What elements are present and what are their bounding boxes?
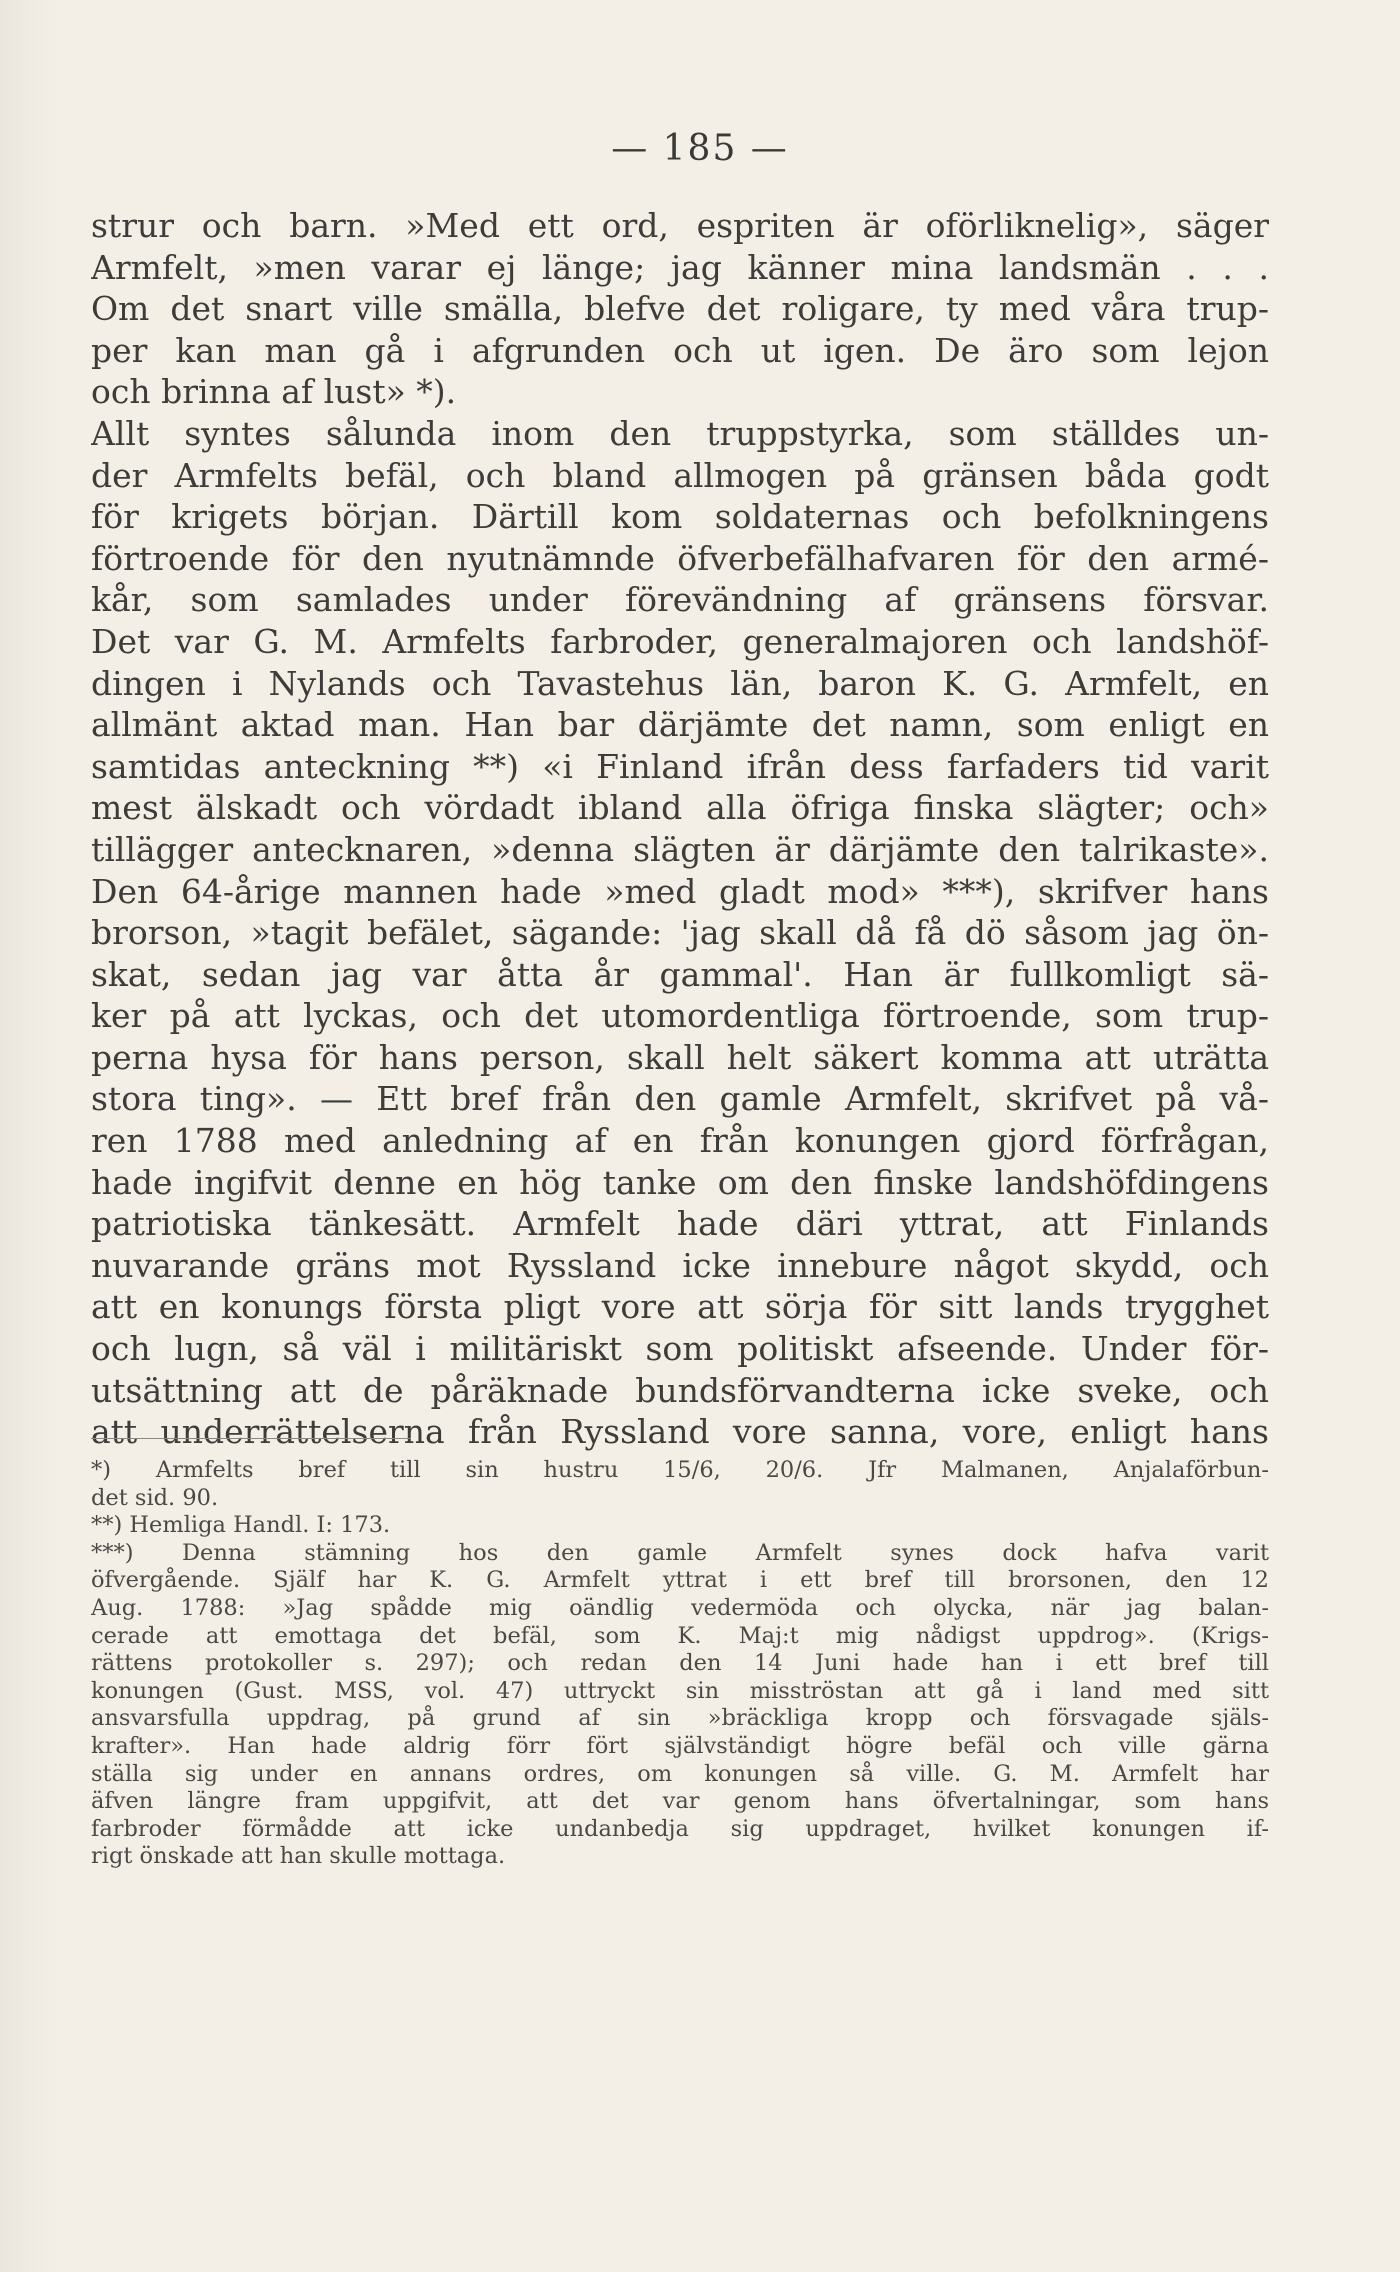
body-line: ker på att lyckas, och det utomordentliga förtroende, som trup- bbox=[91, 996, 1269, 1036]
body-text bbox=[91, 205, 1269, 1453]
footnote-line: öfvergående. Själf har K. G. Armfelt yttrat i ett bref till brorsonen, den 12 bbox=[91, 1567, 1269, 1594]
footnote-line: farbroder förmådde att icke undanbedja sig uppdraget, hvilket konungen if- bbox=[91, 1815, 1269, 1842]
body-line: hade ingifvit denne en hög tanke om den finske landshöfdingens bbox=[91, 1162, 1269, 1202]
footnote-line: konungen (Gust. MSS, vol. 47) uttryckt sin misströstan att gå i land med sitt bbox=[91, 1677, 1269, 1704]
body-line: att en konungs första pligt vore att sörja för sitt lands trygghet bbox=[91, 1287, 1269, 1327]
body-line: ren 1788 med anledning af en från konungen gjord förfrågan, bbox=[91, 1121, 1269, 1161]
footnote-line: äfven längre fram uppgifvit, att det var genom hans öfvertalningar, som hans bbox=[91, 1788, 1269, 1815]
footnote-divider bbox=[91, 1438, 411, 1439]
body-line: för krigets början. Därtill kom soldaternas och befolkningens bbox=[91, 497, 1269, 537]
body-line: Det var G. M. Armfelts farbroder, generalmajoren och landshöf- bbox=[91, 621, 1269, 661]
body-line: Allt syntes sålunda inom den truppstyrka, som ställdes un- bbox=[91, 413, 1269, 453]
body-line: brorson, »tagit befälet, sägande: 'jag skall då få dö såsom jag ön- bbox=[91, 913, 1269, 953]
footnote-line: ställa sig under en annans ordres, om konungen så ville. G. M. Armfelt har bbox=[91, 1760, 1269, 1787]
body-line: tillägger antecknaren, »denna slägten är därjämte den talrikaste». bbox=[91, 829, 1269, 869]
body-line: och lugn, så väl i militäriskt som politiskt afseende. Under för- bbox=[91, 1329, 1269, 1369]
body-line: Armfelt, »men varar ej länge; jag känner mina landsmän . . . bbox=[91, 247, 1269, 287]
body-line: utsättning att de påräknade bundsförvandterna icke sveke, och bbox=[91, 1370, 1269, 1410]
body-line: att underrättelserna från Ryssland vore sanna, vore, enligt hans bbox=[91, 1412, 1269, 1452]
body-line: samtidas anteckning **) «i Finland ifrån dess farfaders tid varit bbox=[91, 746, 1269, 786]
body-line: nuvarande gräns mot Ryssland icke innebure något skydd, och bbox=[91, 1245, 1269, 1285]
body-line: per kan man gå i afgrunden och ut igen. De äro som lejon bbox=[91, 330, 1269, 370]
body-line: Om det snart ville smälla, blefve det roligare, ty med våra trup- bbox=[91, 289, 1269, 329]
body-line: Den 64-årige mannen hade »med gladt mod» ***), skrifver hans bbox=[91, 871, 1269, 911]
footnote-line: cerade att emottaga det befäl, som K. Maj:t mig nådigst uppdrog». (Krigs- bbox=[91, 1622, 1269, 1649]
footnote-line: rigt önskade att han skulle mottaga. bbox=[91, 1843, 506, 1870]
body-line: kår, som samlades under förevändning af gränsens försvar. bbox=[91, 580, 1269, 620]
body-line: dingen i Nylands och Tavastehus län, baron K. G. Armfelt, en bbox=[91, 663, 1269, 703]
body-line: der Armfelts befäl, och bland allmogen på gränsen båda godt bbox=[91, 455, 1269, 495]
body-line: mest älskadt och vördadt ibland alla öfriga finska slägter; och» bbox=[91, 788, 1269, 828]
footnote-line: Aug. 1788: »Jag spådde mig oändlig vedermöda och olycka, när jag balan- bbox=[91, 1594, 1269, 1621]
page-number: — 185 — bbox=[611, 128, 789, 169]
footnote-line: *) Armfelts bref till sin hustru 15/6, 20/6. Jfr Malmanen, Anjalaförbun- bbox=[91, 1457, 1269, 1483]
body-line: skat, sedan jag var åtta år gammal'. Han är fullkomligt sä- bbox=[91, 954, 1269, 994]
footnote-line: krafter». Han hade aldrig förr fört självständigt högre befäl och ville gärna bbox=[91, 1732, 1269, 1759]
body-line: allmänt aktad man. Han bar därjämte det namn, som enligt en bbox=[91, 705, 1269, 745]
footnote-line: **) Hemliga Handl. I: 173. bbox=[91, 1512, 391, 1539]
body-line: patriotiska tänkesätt. Armfelt hade däri yttrat, att Finlands bbox=[91, 1204, 1269, 1244]
body-line: och brinna af lust» *). bbox=[91, 372, 457, 412]
footnote-line: ansvarsfulla uppdrag, på grund af sin »bräckliga kropp och försvagade själs- bbox=[91, 1705, 1269, 1732]
footnote-line: ***) Denna stämning hos den gamle Armfelt synes dock hafva varit bbox=[91, 1539, 1269, 1566]
footnote-line: det sid. 90. bbox=[91, 1484, 219, 1511]
footnote-line: rättens protokoller s. 297); och redan den 14 Juni hade han i ett bref till bbox=[91, 1650, 1269, 1677]
body-line: strur och barn. »Med ett ord, espriten är oförliknelig», säger bbox=[91, 206, 1269, 245]
body-line: förtroende för den nyutnämnde öfverbefälhafvaren för den armé- bbox=[91, 538, 1269, 578]
body-line: perna hysa för hans person, skall helt säkert komma att uträtta bbox=[91, 1037, 1269, 1077]
footnotes bbox=[91, 1457, 1269, 1871]
body-line: stora ting». — Ett bref från den gamle Armfelt, skrifvet på vå- bbox=[91, 1079, 1269, 1119]
